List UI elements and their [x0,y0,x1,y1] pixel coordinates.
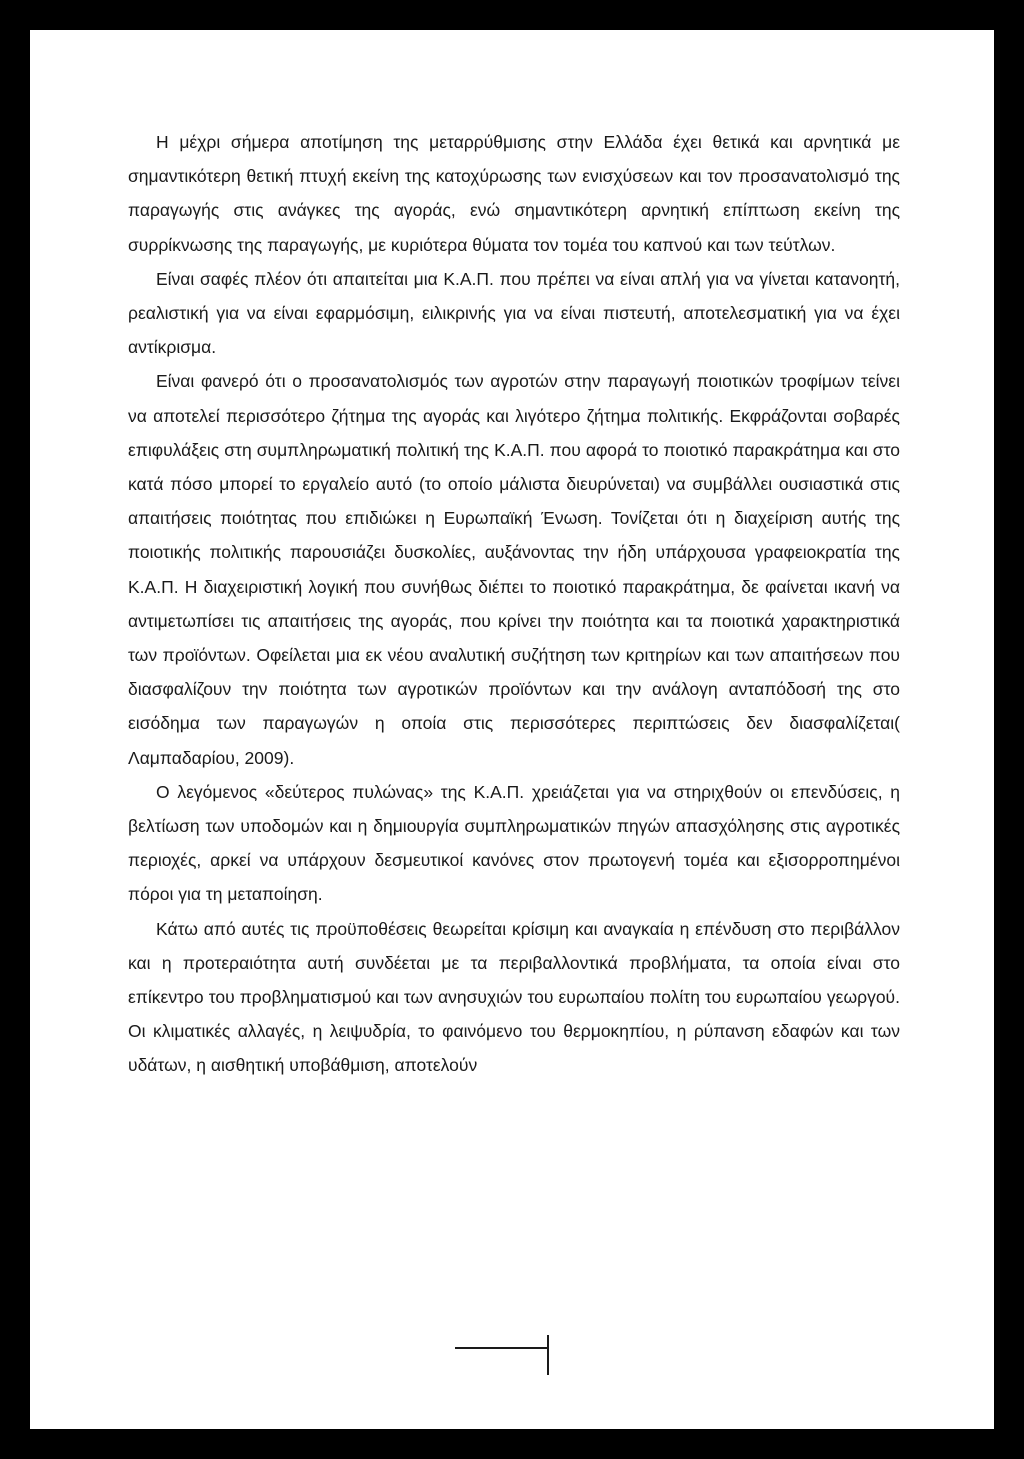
page-end-marker [455,1335,550,1375]
paragraph-5: Κάτω από αυτές τις προϋποθέσεις θεωρείται κρίσιμη και αναγκαία η επένδυση στο περιβάλλον και η προτεραιότητα αυτή συνδέεται με τα περιβαλλοντικά προβλήματα, τα οποία είναι στο επίκεντρο του προβληματισμού και των ανησυχιών του ευρωπαίου πολίτη του ευρωπαίου γεωργού. Οι κλιματικές αλλαγές, η λειψυδρία, το φαινόμενο του θερμοκηπίου, η ρύπανση εδαφών και των υδάτων, η αισθητική υποβάθμιση, αποτελούν [128,918,900,1076]
body-text [128,125,900,1083]
marker-bar [547,1335,549,1375]
marker-dash [455,1347,547,1349]
paragraph-3: Είναι φανερό ότι ο προσανατολισμός των αγροτών στην παραγωγή ποιοτικών τροφίμων τείνει να αποτελεί περισσότερο ζήτημα της αγοράς και λιγότερο ζήτημα πολιτικής. Εκφράζονται σοβαρές επιφυλάξεις στη συμπληρωματική πολιτική της Κ.Α.Π. που αφορά το ποιοτικό παρακράτημα και στο κατά πόσο μπορεί το εργαλείο αυτό (το οποίο μάλιστα διευρύνεται) να συμβάλλει ουσιαστικά στις απαιτήσεις ποιότητας που επιδιώκει η Ευρωπαϊκή Ένωση. Τονίζεται ότι η διαχείριση αυτής της ποιοτικής πολιτικής παρουσιάζει δυσκολίες, αυξάνοντας την ήδη υπάρχουσα γραφειοκρατία της Κ.Α.Π. Η διαχειριστική λογική που συνήθως διέπει το ποιοτικό παρακράτημα, δε φαίνεται ικανή να αντιμετωπίσει τις απαιτήσεις της αγοράς, που κρίνει την ποιότητα και τα ποιοτικά χαρακτηριστικά των προϊόντων. Οφείλεται μια εκ νέου αναλυτική συζήτηση των κριτηρίων και των απαιτήσεων που διασφαλίζουν την ποιότητα των αγροτικών προϊόντων και την ανάλογη ανταπόδοσή της στο εισόδημα των παραγωγών η οποία στις περισσότερες περιπτώσεις δεν διασφαλίζεται( Λαμπαδαρίου, 2009). [128,371,900,768]
paragraph-2: Είναι σαφές πλέον ότι απαιτείται μια Κ.Α.Π. που πρέπει να είναι απλή για να γίνεται κατανοητή, ρεαλιστική για να είναι εφαρμόσιμη, ειλικρινής για να είναι πιστευτή, αποτελεσματική για να έχει αντίκρισμα. [128,268,900,358]
paragraph-4: Ο λεγόμενος «δεύτερος πυλώνας» της Κ.Α.Π. χρειάζεται για να στηριχθούν οι επενδύσεις, η βελτίωση των υποδομών και η δημιουργία συμπληρωματικών πηγών απασχόλησης στις αγροτικές περιοχές, αρκεί να υπάρχουν δεσμευτικοί κανόνες στον πρωτογενή τομέα και εξισορροπημένοι πόροι για τη μεταποίηση. [128,781,900,905]
document-page [30,30,994,1429]
paragraph-1: Η μέχρι σήμερα αποτίμηση της μεταρρύθμισης στην Ελλάδα έχει θετικά και αρνητικά με σημαντικότερη θετική πτυχή εκείνη της κατοχύρωσης των ενισχύσεων και τον προσανατολισμό της παραγωγής στις ανάγκες της αγοράς, ενώ σημαντικότερη αρνητική επίπτωση εκείνη της συρρίκνωσης της παραγωγής, με κυριότερα θύματα τον τομέα του καπνού και των τεύτλων. [128,132,900,255]
